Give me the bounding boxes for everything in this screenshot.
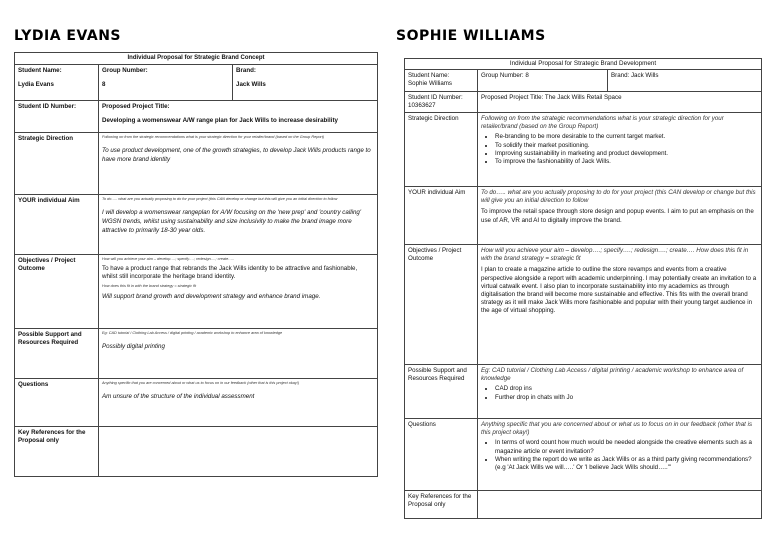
student-id-value: 10363627 [408,101,436,109]
strategic-direction-hint: Following on from the strategic recommendations what is your strategic direction for your retailer/brand (based on the Group Report) [102,135,325,139]
objectives-label: Objectives / Project Outcome [15,255,99,329]
list-item: • Re-branding to be more desirable to the current target market. [495,133,758,141]
strategic-direction-list [481,133,758,166]
list-item: • CAD drop ins [495,385,758,393]
list-item: • To improve the fashionability of Jack Wills. [495,158,758,166]
strategic-direction-hint: Following on from the strategic recommendations what is your strategic direction for your retailer/brand (based on the Group Report) [481,115,724,131]
references-cell [99,427,378,477]
strategic-direction-text: To use product development, one of the growth strategies, to develop Jack Wills products range to have more brand identity [102,147,371,163]
support-cell [99,329,378,379]
brand-cell: Brand: Jack Wills [608,70,762,91]
questions-cell [99,379,378,427]
aim-label: YOUR individual Aim [15,195,99,255]
aim-text: I will develop a womenswear rangeplan for A/W focusing on the 'new prep' and 'country calling' WGSN trends, whilst using sustainability and size inclusivity to make the brand image more attractive to primarily 18-30 year olds. [102,209,362,234]
aim-hint: To do….. what are you actually proposing to do for your project (this CAN develop or change but this will give you an initial direction to follow [481,189,756,205]
proposal-form-sophie [404,58,762,519]
support-label: Possible Support and Resources Required [15,329,99,379]
questions-cell [478,419,762,491]
references-label: Key References for the Proposal only [405,491,478,519]
list-item: • When writing the report do we write as Jack Wills or as a third party giving recommendations? (e.g 'At Jack Wills we will…..' Or 'I believe Jack Wills should…..'" [495,456,758,472]
questions-hint: Anything specific that you are concerned about or what us to focus on in our feedback (other that is this project okay!) [102,381,300,385]
aim-text: To improve the retail space through store design and popup events. I aim to put an emphasis on the use of AR, VR and AI to digitally improve the brand. [481,208,754,224]
student-name-label: Student Name: [18,67,62,74]
student-name-label: Student Name: [408,72,450,80]
list-item: • To solidify their market positioning. [495,142,758,150]
student-id-label: Student ID Number: [15,101,99,133]
objectives-text: I plan to create a magazine article to outline the store revamps and events from a creative perspective alongside a report with academic underpinning. I may potentially create an invitation to a virtual catwalk event. I also plan to incorporate sustainability into my academics as through digitalisation the brand will become more sustainable and effective. This fits with the overall brand strategy as it will make Jack Wills more fashionable and popular with their young target audience in the age of virtual shopping. [481,266,757,315]
support-cell [478,365,762,419]
strategic-direction-cell [99,133,378,195]
aim-hint: To do….. what are you actually proposing to do for your project (this CAN develop or change but this will give you an initial direction to follow [102,197,338,201]
brand-value: Jack Wills [236,81,266,88]
references-cell [478,491,762,519]
project-title-label: Proposed Project Title: [102,103,170,110]
support-list [481,385,758,401]
objectives-hint-2: How does this fit in with the brand strategy = strategic fit [102,284,197,288]
brand-cell [233,65,378,101]
group-number-value: 8 [102,81,106,88]
strategic-direction-label: Strategic Direction [15,133,99,195]
student-name-cell [405,70,478,91]
group-number-cell [99,65,233,101]
support-label: Possible Support and Resources Required [405,365,478,419]
objectives-text: To have a product range that rebrands the Jack Wills identity to be attractive and fashionable, whilst still incorporate the heritage brand identity. [102,265,358,280]
list-item: • Improving sustainability in marketing and product development. [495,150,758,158]
student-name-value: Sophie Williams [408,80,453,88]
objectives-text-2: Will support brand growth and development strategy and enhance brand image. [102,293,321,300]
support-hint: Eg: CAD tutorial / Clothing Lab Access / digital printing / academic workshop to enhance area of knowledge [481,367,744,383]
objectives-cell [99,255,378,329]
form-title: Individual Proposal for Strategic Brand Development [405,59,762,70]
objectives-cell [478,245,762,365]
objectives-hint: How will you achieve your aim – develop….; specify….; redesign….; create…. How does this fit in with the brand strategy = strategic fit [481,247,749,263]
objectives-label: Objectives / Project Outcome [405,245,478,365]
project-title-value: Developing a womenswear A/W range plan for Jack Wills to increase desirability [102,117,338,124]
strategic-direction-label: Strategic Direction [405,113,478,187]
objectives-hint: How will you achieve your aim – develop….; specify….; redesign….; create….. [102,257,235,261]
list-item: • Further drop in chats with Jo [495,394,758,402]
student-id-label: Student ID Number: [408,93,463,101]
references-label: Key References for the Proposal only [15,427,99,477]
list-item: • In terms of word count how much would be needed alongside the creative elements such as a magazine article or event invitation? [495,439,758,455]
aim-cell [99,195,378,255]
questions-hint: Anything specific that you are concerned about or what us to focus on in our feedback (other that is this project okay!) [481,421,753,437]
proposal-form-lydia [14,52,378,477]
group-number-label: Group Number: [102,67,148,74]
aim-label: YOUR individual Aim [405,187,478,245]
student-name-value: Lydia Evans [18,81,54,88]
support-hint: Eg: CAD tutorial / Clothing Lab Access / digital printing / academic workshop to enhance area of knowledge [102,331,283,335]
student-heading-sophie: SOPHIE WILLIAMS [396,28,546,44]
questions-label: Questions [15,379,99,427]
project-title-value: Proposed Project Title: The Jack Wills Retail Space [478,91,762,112]
aim-cell [478,187,762,245]
brand-label: Brand: [236,67,256,74]
project-title-cell [99,101,378,133]
strategic-direction-cell [478,113,762,187]
questions-label: Questions [405,419,478,491]
student-id-cell [405,91,478,112]
support-text: Possibly digital printing [102,343,165,350]
questions-text: Am unsure of the structure of the individual assessment [102,393,255,400]
student-heading-lydia: LYDIA EVANS [14,28,121,44]
questions-list [481,439,758,472]
form-title: Individual Proposal for Strategic Brand Concept [15,53,378,65]
group-number-cell: Group Number: 8 [478,70,608,91]
student-name-cell [15,65,99,101]
